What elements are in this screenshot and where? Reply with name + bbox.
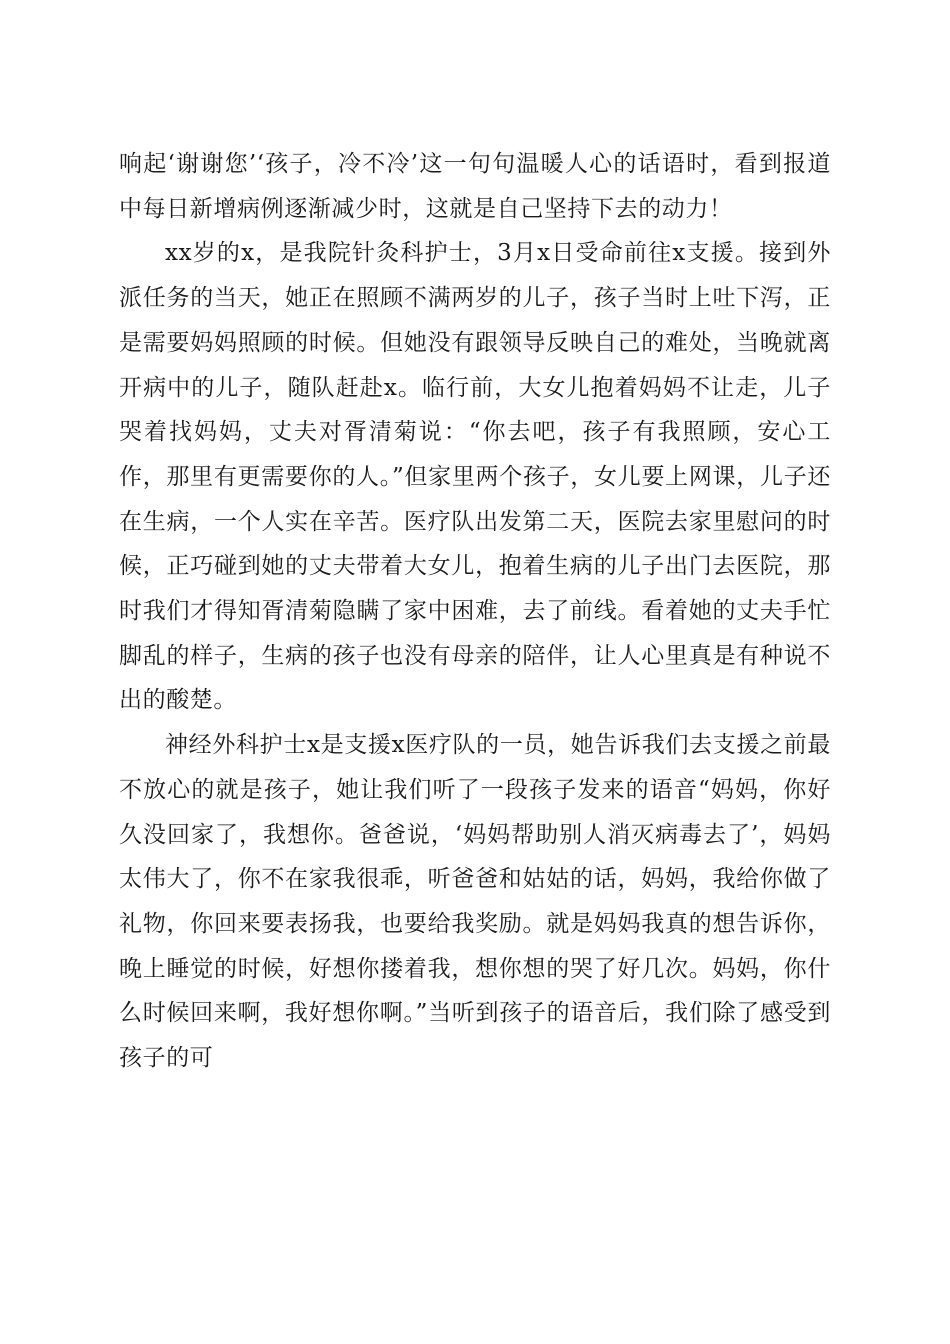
paragraph-nurse-acupuncture: xx岁的x，是我院针灸科护士，3月x日受命前往x支援。接到外派任务的当天，她正在照顾不满两岁的儿子，孩子当时上吐下泻，正是需要妈妈照顾的时候。但她没有跟领导反映自己的难处，当晚就离开病中的儿子，随队赶赴x。临行前，大女儿抱着妈妈不让走，儿子哭着找妈妈，丈夫对胥清菊说：“你去吧，孩子有我照顾，安心工作，那里有更需要你的人。”但家里两个孩子，女儿要上网课，儿子还在生病，一个人实在辛苦。医疗队出发第二天，医院去家里慰问的时候，正巧碰到她的丈夫带着大女儿，抱着生病的儿子出门去医院，那时我们才得知胥清菊隐瞒了家中困难，去了前线。看着她的丈夫手忙脚乱的样子，生病的孩子也没有母亲的陪伴，让人心里真是有种说不出的酸楚。 bbox=[119, 240, 831, 714]
paragraph-continued: 响起‘谢谢您’‘孩子，冷不冷’这一句句温暖人心的话语时，看到报道中每日新增病例逐渐减少时，这就是自己坚持下去的动力！ bbox=[119, 151, 831, 222]
document-body bbox=[119, 142, 831, 1081]
paragraph-nurse-neurosurgery: 神经外科护士x是支援x医疗队的一员，她告诉我们去支援之前最不放心的就是孩子，她让我们听了一段孩子发来的语音“妈妈，你好久没回家了，我想你。爸爸说，‘妈妈帮助别人消灭病毒去了’，妈妈太伟大了，你不在家我很乖，听爸爸和姑姑的话，妈妈，我给你做了礼物，你回来要表扬我，也要给我奖励。就是妈妈我真的想告诉你，晚上睡觉的时候，好想你搂着我，想你想的哭了好几次。妈妈，你什么时候回来啊，我好想你啊。”当听到孩子的语音后，我们除了感受到孩子的可 bbox=[119, 732, 831, 1072]
